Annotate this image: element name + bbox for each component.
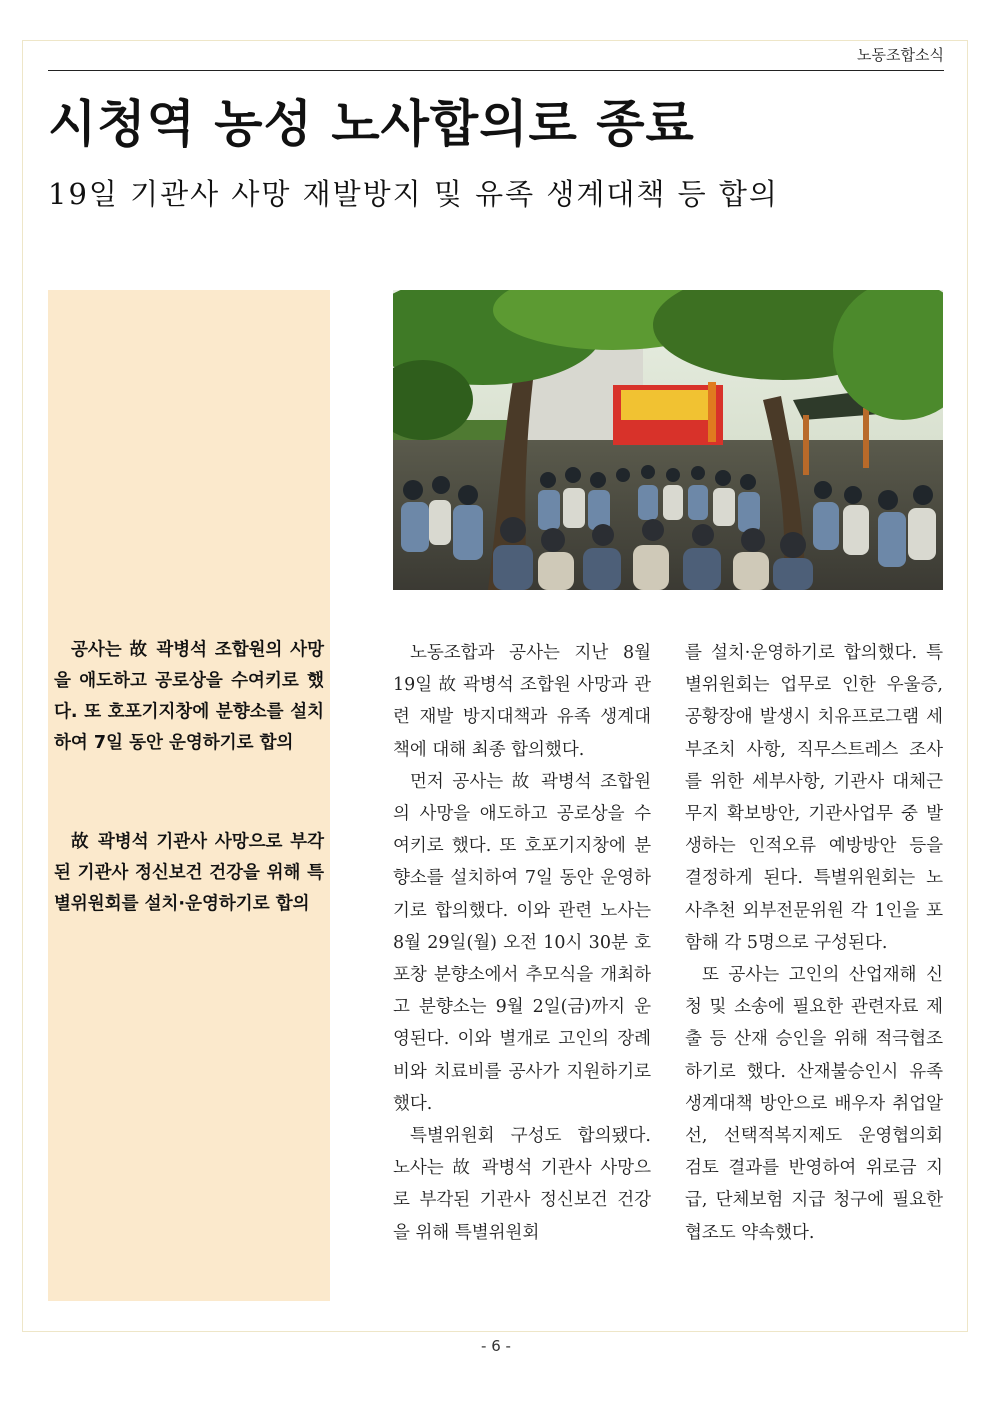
paragraph: 먼저 공사는 故 곽병석 조합원의 사망을 애도하고 공로상을 수여키로 했다. 또 호포기지창에 분향소를 설치하여 7일 동안 운영하기로 합의했다. 이와 관련 노사는 8월 29일(월) 오전 10시 30분 호포창 분향소에서 추모식을 개최하고 분향소는 9월 2일(금)까지 운영된다. 이와 별개로 고인의 장례비와 치료비를 공사가 지원하기로 했다.: [393, 771, 651, 1114]
section-label: 노동조합소식: [857, 46, 944, 64]
paragraph: 특별위원회 구성도 합의됐다. 노사는 故 곽병석 기관사 사망으로 부각된 기관사 정신보건 건강을 위해 특별위원회: [393, 1126, 651, 1243]
page-number: - 6 -: [481, 1337, 511, 1355]
paragraph: 를 설치·운영하기로 합의했다. 특별위원회는 업무로 인한 우울증, 공황장애 발생시 치유프로그램 세부조치 사항, 직무스트레스 조사를 위한 세부사항, 기관사 대체근무지 확보방안, 기관사업무 중 발생하는 인적오류 예방방안 등을 결정하게 된다. 특별위원회는 노사추천 외부전문위원 각 1인을 포함해 각 5명으로 구성된다.: [685, 643, 943, 953]
article-column-2: [685, 637, 943, 1249]
header-rule: [48, 70, 944, 71]
pull-quote-1: 공사는 故 곽병석 조합원의 사망을 애도하고 공로상을 수여키로 했다. 또 호포기지창에 분향소를 설치하여 7일 동안 운영하기로 합의: [54, 640, 324, 753]
paragraph: 노동조합과 공사는 지난 8월 19일 故 곽병석 조합원 사망과 관련 재발 방지대책과 유족 생계대책에 대해 최종 합의했다.: [393, 643, 651, 760]
article-column-1: [393, 637, 651, 1249]
rally-photo-illustration: [393, 290, 943, 590]
pull-quote-2: 故 곽병석 기관사 사망으로 부각된 기관사 정신보건 건강을 위해 특별위원회를 설치·운영하기로 합의: [54, 832, 324, 914]
article-subtitle: 19일 기관사 사망 재발방지 및 유족 생계대책 등 합의: [48, 177, 779, 211]
paragraph: 또 공사는 고인의 산업재해 신청 및 소송에 필요한 관련자료 제출 등 산재 승인을 위해 적극협조하기로 했다. 산재불승인시 유족 생계대책 방안으로 배우자 취업알선, 선택적복지제도 운영협의회 검토 결과를 반영하여 위로금 지급, 단체보험 지급 청구에 필요한 협조도 약속했다.: [685, 965, 943, 1243]
rally-photo: [393, 290, 943, 590]
pull-quote-box: [48, 290, 330, 1301]
article-title: 시청역 농성 노사합의로 종료: [48, 95, 695, 153]
